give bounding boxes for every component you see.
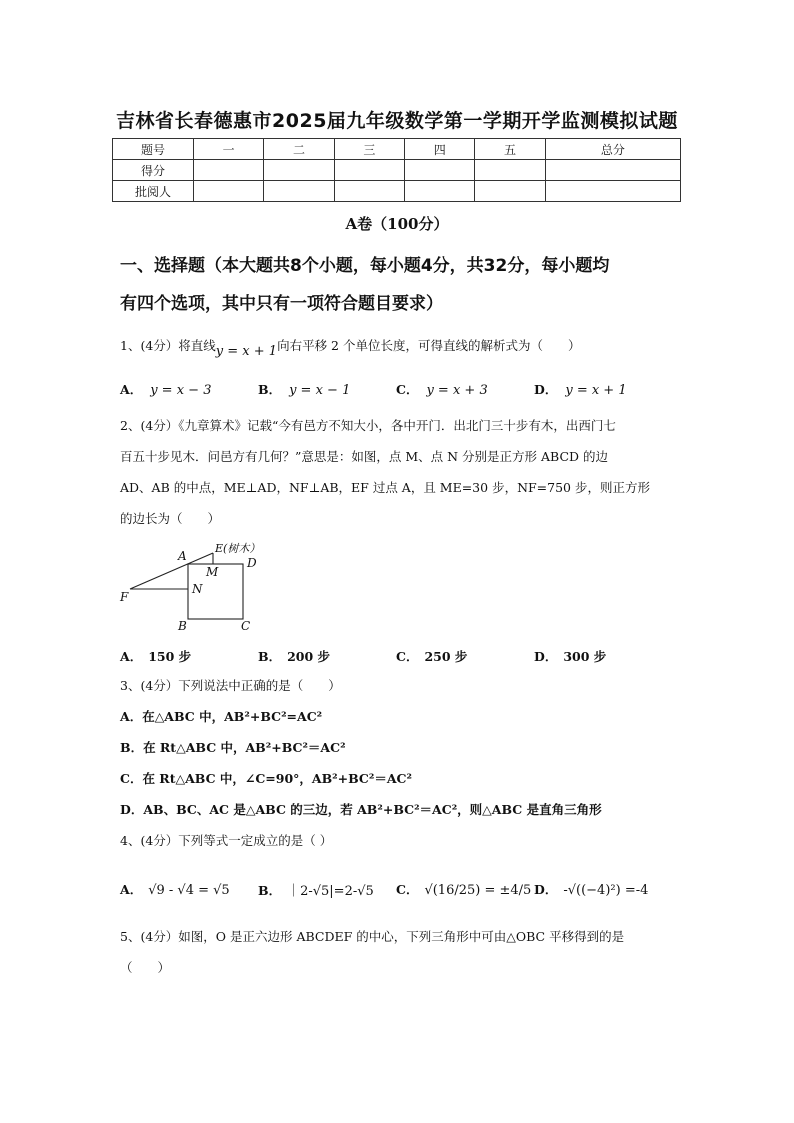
table-cell bbox=[194, 160, 264, 181]
table-cell bbox=[545, 181, 680, 202]
table-cell bbox=[475, 181, 545, 202]
q2-option-c: C． 250 步 bbox=[396, 649, 468, 664]
label-n: N bbox=[192, 582, 203, 596]
question-1-stem bbox=[120, 330, 680, 362]
table-cell bbox=[405, 181, 475, 202]
label-m: M bbox=[206, 565, 219, 579]
q1-option-b: B． y = x − 1 bbox=[258, 382, 351, 398]
label-e: E(树木） bbox=[215, 542, 261, 555]
q5-line2: （ ） bbox=[120, 960, 171, 975]
table-cell: 题号 bbox=[113, 139, 194, 160]
q1-option-a: A． y = x − 3 bbox=[120, 382, 212, 398]
q4-option-c: C． √(16/25) = ±4/5 bbox=[396, 882, 532, 898]
label-a: A bbox=[178, 549, 187, 563]
score-table bbox=[112, 138, 681, 202]
q1-suffix: 向右平移 2 个单位长度，可得直线的解析式为（ ） bbox=[277, 338, 581, 353]
table-cell bbox=[405, 160, 475, 181]
q3-stem: 3、(4分）下列说法中正确的是（ ） bbox=[120, 678, 341, 693]
table-cell: 五 bbox=[475, 139, 545, 160]
q3-option-a: A．在△ABC 中，AB²+BC²=AC² bbox=[120, 709, 323, 724]
table-cell: 一 bbox=[194, 139, 264, 160]
q1-prefix: 1、(4分）将直线 bbox=[120, 338, 216, 353]
table-cell: 二 bbox=[264, 139, 334, 160]
table-cell bbox=[334, 160, 404, 181]
table-cell bbox=[475, 160, 545, 181]
q2-line3: AD、AB 的中点，ME⊥AD，NF⊥AB，EF 过点 A，且 ME=30 步，NF=750 步，则正方形 bbox=[120, 480, 650, 495]
q1-option-c: C． y = x + 3 bbox=[396, 382, 488, 398]
q4-stem: 4、(4分）下列等式一定成立的是（ ） bbox=[120, 833, 333, 848]
table-cell bbox=[194, 181, 264, 202]
label-c: C bbox=[241, 619, 251, 633]
table-row bbox=[113, 139, 681, 160]
q3-option-c: C．在 Rt△ABC 中，∠C=90°，AB²+BC²＝AC² bbox=[120, 771, 412, 786]
table-cell bbox=[264, 181, 334, 202]
q1-expression: y = x + 1 bbox=[215, 344, 278, 359]
table-cell: 批阅人 bbox=[113, 181, 194, 202]
label-f: F bbox=[120, 590, 129, 604]
table-row bbox=[113, 160, 681, 181]
part-heading-line1: 一、选择题（本大题共8个小题，每小题4分，共32分，每小题均 bbox=[120, 256, 610, 276]
label-b: B bbox=[178, 619, 187, 633]
q5-line1: 5、(4分）如图，O 是正六边形 ABCDEF 的中心，下列三角形中可由△OBC 平移得到的是 bbox=[120, 929, 625, 944]
table-cell bbox=[545, 160, 680, 181]
q3-option-b: B．在 Rt△ABC 中，AB²+BC²＝AC² bbox=[120, 740, 346, 755]
table-cell: 总分 bbox=[545, 139, 680, 160]
q2-line1: 2、(4分）《九章算术》记载“今有邑方不知大小，各中开门．出北门三十步有木，出西门七 bbox=[120, 418, 616, 433]
table-cell: 四 bbox=[405, 139, 475, 160]
table-row bbox=[113, 181, 681, 202]
q4-option-b: B． ｜2-√5|=2-√5 bbox=[258, 883, 374, 899]
label-d: D bbox=[247, 556, 257, 570]
section-title: A卷（100分） bbox=[345, 215, 449, 233]
q2-option-b: B． 200 步 bbox=[258, 649, 331, 664]
table-cell: 得分 bbox=[113, 160, 194, 181]
table-cell: 三 bbox=[334, 139, 404, 160]
q2-option-d: D． 300 步 bbox=[534, 649, 607, 664]
q4-option-a: A． √9 - √4 = √5 bbox=[120, 882, 230, 898]
q2-line2: 百五十步见木．问邑方有几何？”意思是：如图，点 M、点 N 分别是正方形 ABCD 的边 bbox=[120, 449, 609, 464]
q2-option-a: A． 150 步 bbox=[120, 649, 192, 664]
table-cell bbox=[264, 160, 334, 181]
q2-line4: 的边长为（ ） bbox=[120, 511, 221, 526]
exam-title: 吉林省长春德惠市2025届九年级数学第一学期开学监测模拟试题 bbox=[116, 110, 678, 132]
q1-option-d: D． y = x + 1 bbox=[534, 382, 627, 398]
table-cell bbox=[334, 181, 404, 202]
q4-option-d: D． -√((−4)²) =-4 bbox=[534, 882, 649, 898]
square-diagram bbox=[118, 538, 288, 636]
q3-option-d: D．AB、BC、AC 是△ABC 的三边，若 AB²+BC²＝AC²，则△ABC 是直角三角形 bbox=[120, 802, 602, 817]
part-heading-line2: 有四个选项，其中只有一项符合题目要求） bbox=[120, 294, 443, 314]
